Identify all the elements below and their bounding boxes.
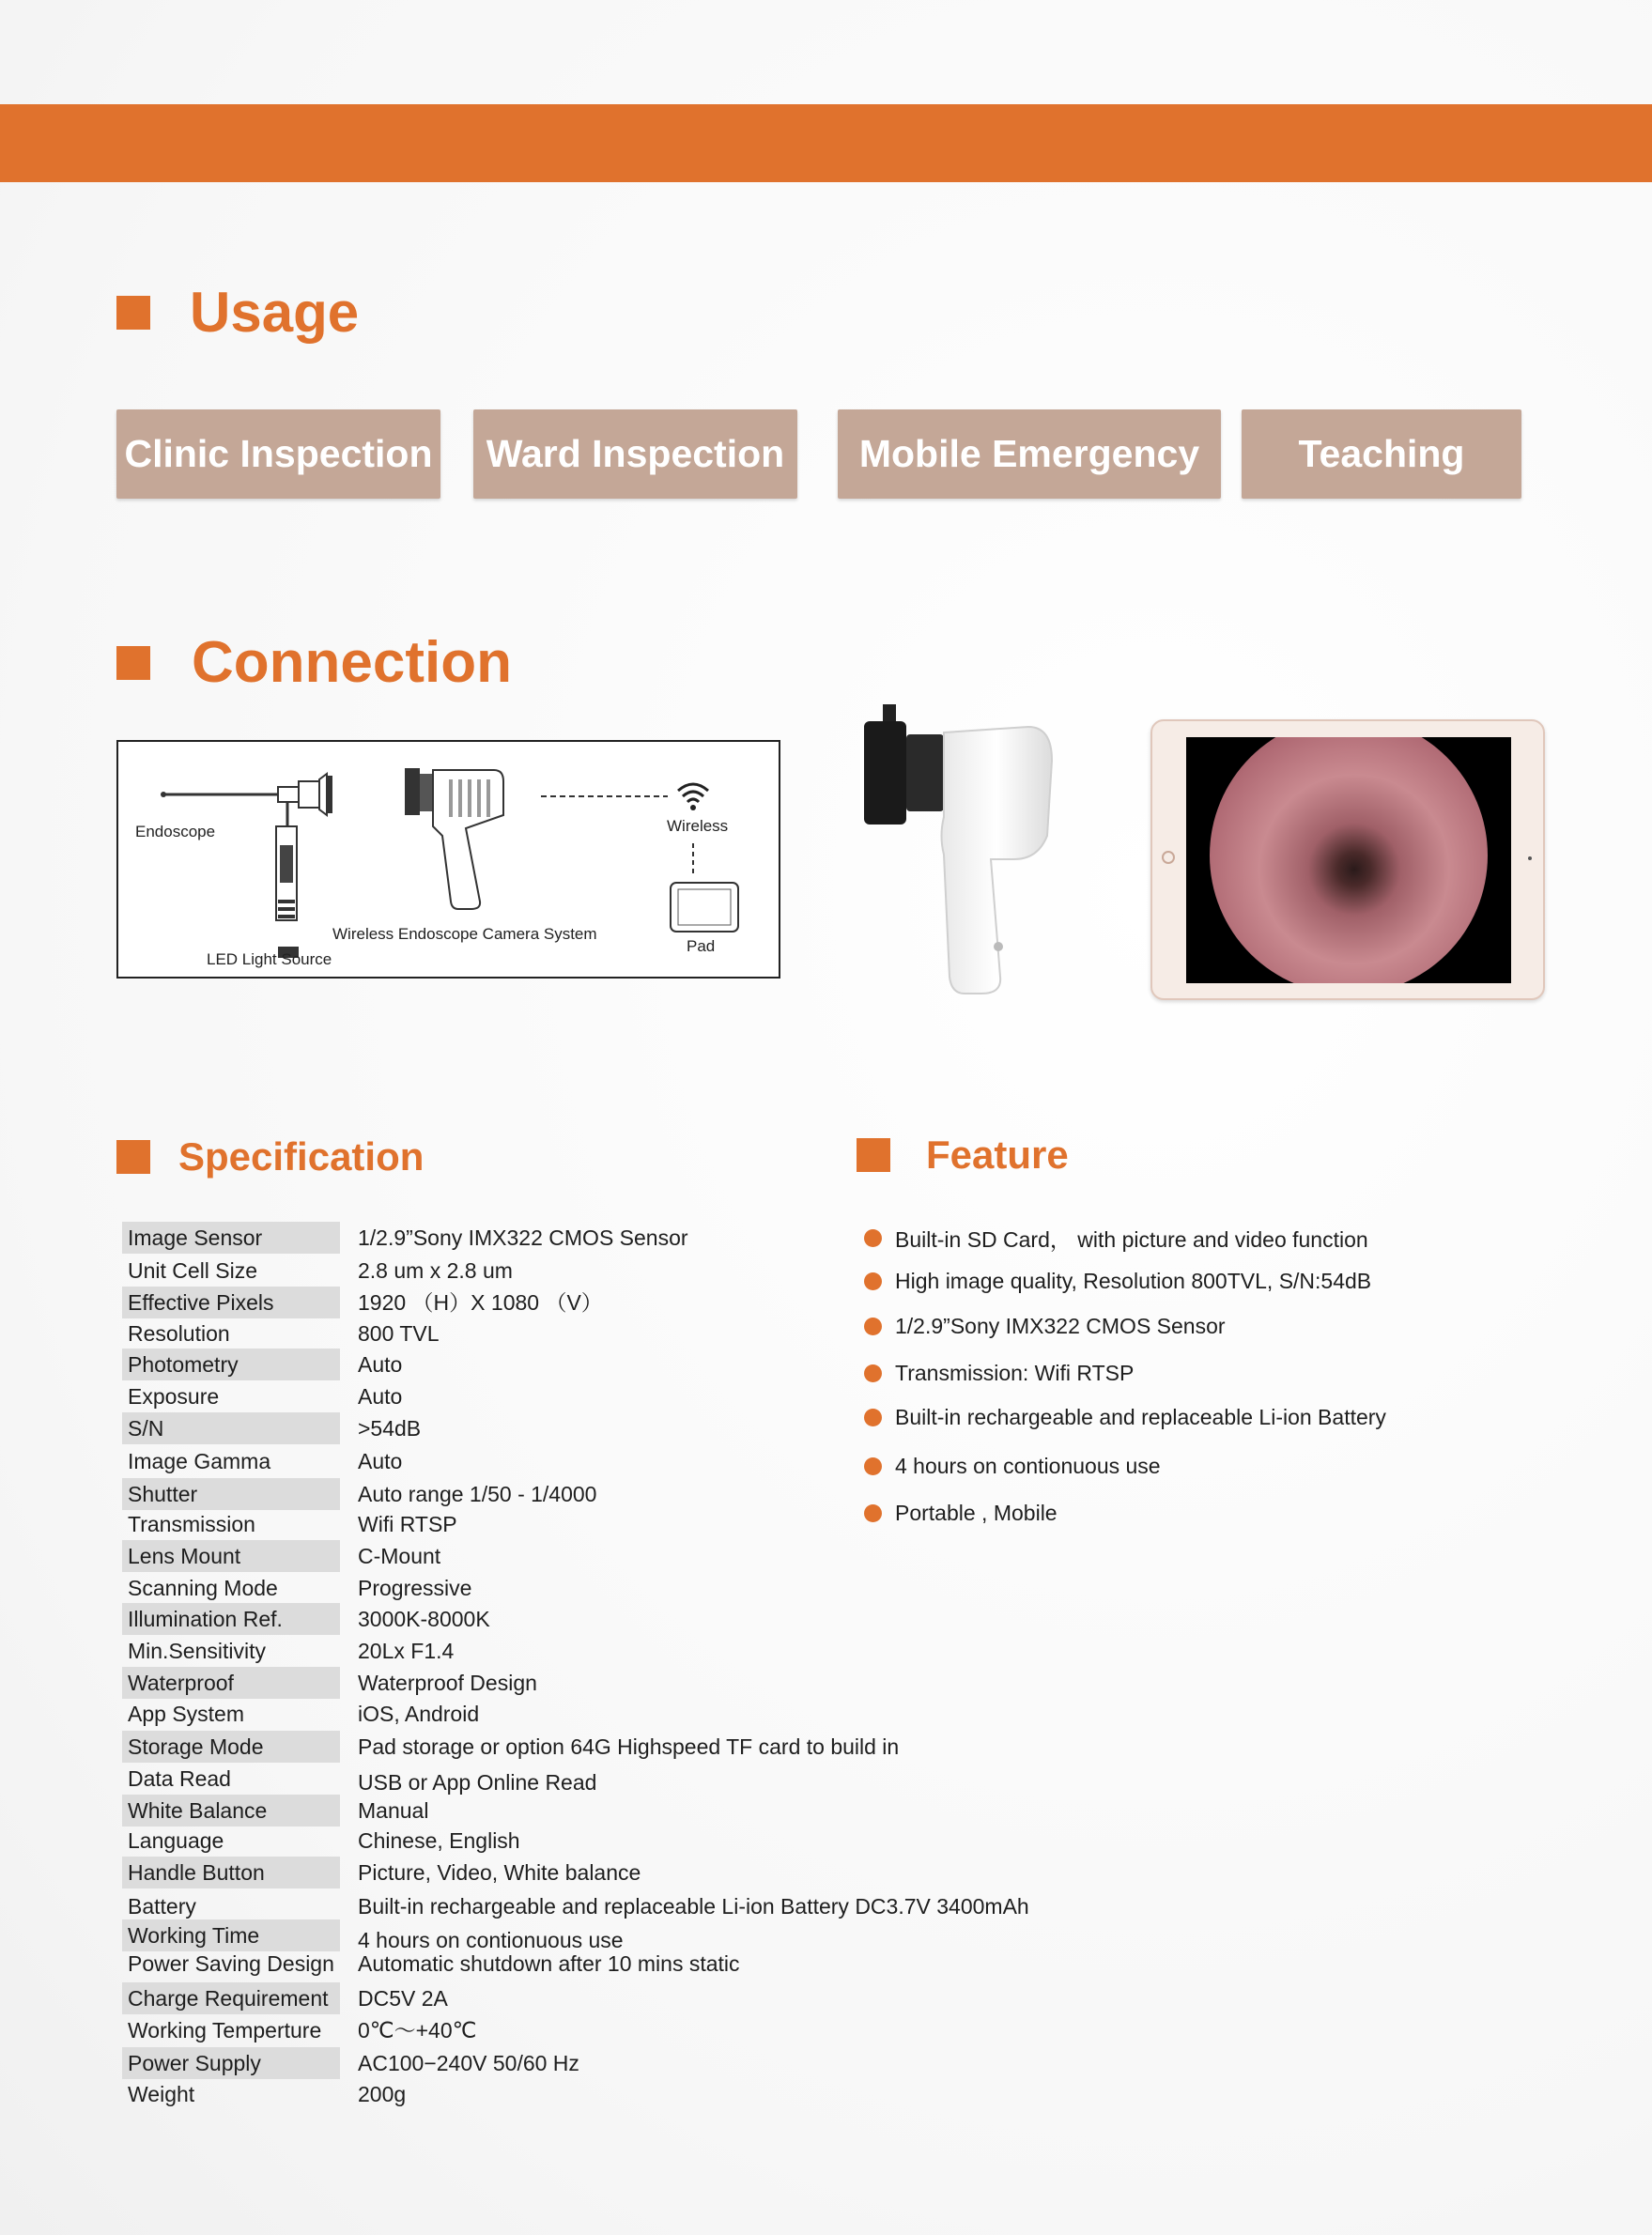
spec-value: Auto xyxy=(358,1352,403,1377)
spec-label: App System xyxy=(128,1702,244,1726)
spec-label: Min.Sensitivity xyxy=(128,1639,266,1663)
feature-item xyxy=(864,1269,1371,1294)
feature-item xyxy=(864,1361,1134,1386)
spec-value: >54dB xyxy=(358,1416,422,1441)
usage-clinic-inspection: Clinic Inspection xyxy=(116,409,440,499)
spec-value: Waterproof Design xyxy=(358,1671,537,1695)
spec-label: Transmission xyxy=(128,1512,255,1536)
spec-label: Data Read xyxy=(128,1766,231,1791)
section-square-icon xyxy=(857,1138,890,1172)
spec-value: 1/2.9”Sony IMX322 CMOS Sensor xyxy=(358,1225,688,1250)
spec-value: Chinese, English xyxy=(358,1828,520,1853)
spec-value: iOS, Android xyxy=(358,1702,480,1726)
specification-section-header xyxy=(116,1134,424,1179)
usage-ward-inspection: Ward Inspection xyxy=(473,409,797,499)
bullet-dot-icon xyxy=(864,1504,882,1522)
spec-value: DC5V 2A xyxy=(358,1986,448,2011)
spec-value: 200g xyxy=(358,2082,407,2106)
spec-label: Language xyxy=(128,1828,224,1853)
feature-item xyxy=(864,1314,1226,1339)
tablet-product-image xyxy=(1150,719,1545,1000)
spec-label: Illumination Ref. xyxy=(122,1603,340,1635)
bullet-dot-icon xyxy=(864,1364,882,1382)
bullet-dot-icon xyxy=(864,1318,882,1335)
diagram-label-wireless: Wireless xyxy=(667,817,729,835)
usage-section-header xyxy=(116,280,359,345)
spec-label: White Balance xyxy=(122,1795,340,1827)
spec-label: Handle Button xyxy=(122,1857,340,1888)
spec-label: Image Sensor xyxy=(122,1222,340,1254)
spec-value: Picture, Video, White balance xyxy=(358,1860,641,1885)
feature-text: 4 hours on contionuous use xyxy=(895,1454,1161,1478)
spec-value: 4 hours on contionuous use xyxy=(358,1928,624,1952)
diagram-label-pad: Pad xyxy=(687,937,716,955)
tablet-screen xyxy=(1186,737,1511,983)
tablet-home-button xyxy=(1162,851,1175,864)
connection-diagram xyxy=(116,740,780,979)
spec-value: 1920 （H）X 1080 （V） xyxy=(358,1290,603,1315)
spec-value: C-Mount xyxy=(358,1544,441,1568)
diagram-label-camera-system: Wireless Endoscope Camera System xyxy=(332,925,597,943)
spec-label: Battery xyxy=(128,1894,196,1919)
spec-value: Built-in rechargeable and replaceable Li-ion Battery DC3.7V 3400mAh xyxy=(358,1894,1029,1919)
spec-label: Image Gamma xyxy=(128,1449,271,1473)
spec-label: Lens Mount xyxy=(122,1540,340,1572)
bullet-dot-icon xyxy=(864,1272,882,1290)
spec-value: Pad storage or option 64G Highspeed TF card to build in xyxy=(358,1734,900,1759)
spec-value: Progressive xyxy=(358,1576,472,1600)
spec-value: 20Lx F1.4 xyxy=(358,1639,455,1663)
feature-text: Built-in SD Card， with picture and video function xyxy=(895,1227,1368,1252)
spec-value: Automatic shutdown after 10 mins static xyxy=(358,1951,740,1976)
usage-mobile-emergency: Mobile Emergency xyxy=(838,409,1221,499)
spec-value: 2.8 um x 2.8 um xyxy=(358,1258,513,1283)
feature-text: Portable , Mobile xyxy=(895,1501,1058,1525)
spec-label: Working Time xyxy=(122,1919,340,1951)
endoscope-view xyxy=(1210,737,1488,983)
spec-label: Working Temperture xyxy=(128,2018,322,2042)
feature-item xyxy=(864,1405,1386,1430)
spec-label: Photometry xyxy=(122,1349,340,1380)
usage-teaching: Teaching xyxy=(1242,409,1521,499)
spec-label: Effective Pixels xyxy=(122,1287,340,1318)
feature-text: High image quality, Resolution 800TVL, S/N:54dB xyxy=(895,1269,1372,1293)
spec-value: Wifi RTSP xyxy=(358,1512,457,1536)
spec-value: Auto xyxy=(358,1384,403,1409)
spec-value: AC100−240V 50/60 Hz xyxy=(358,2051,579,2075)
feature-item xyxy=(864,1501,1058,1526)
feature-item xyxy=(864,1223,1368,1254)
specification-title: Specification xyxy=(178,1134,425,1179)
spec-value: 3000K-8000K xyxy=(358,1607,490,1631)
spec-label: Waterproof xyxy=(122,1667,340,1699)
spec-value: USB or App Online Read xyxy=(358,1770,597,1795)
spec-label: Resolution xyxy=(128,1321,230,1346)
usage-title: Usage xyxy=(190,281,360,344)
diagram-label-endoscope: Endoscope xyxy=(135,823,216,840)
spec-label: Scanning Mode xyxy=(128,1576,278,1600)
spec-value: Manual xyxy=(358,1798,429,1823)
bullet-dot-icon xyxy=(864,1409,882,1426)
section-square-icon xyxy=(116,296,150,330)
spec-label: Weight xyxy=(128,2082,195,2106)
feature-text: Transmission: Wifi RTSP xyxy=(895,1361,1135,1385)
feature-text: Built-in rechargeable and replaceable Li-ion Battery xyxy=(895,1405,1386,1429)
spec-value: 800 TVL xyxy=(358,1321,440,1346)
spec-label: Exposure xyxy=(128,1384,220,1409)
connection-section-header xyxy=(116,629,512,696)
diagram-label-led-light-source: LED Light Source xyxy=(207,950,332,968)
spec-label: Power Saving Design xyxy=(128,1951,334,1976)
tablet-camera-dot xyxy=(1528,856,1532,860)
spec-label: Power Supply xyxy=(122,2047,340,2079)
spec-label: S/N xyxy=(122,1412,340,1444)
spec-value: Auto range 1/50 - 1/4000 xyxy=(358,1482,597,1506)
spec-value: Auto xyxy=(358,1449,403,1473)
section-square-icon xyxy=(116,1140,150,1174)
feature-title: Feature xyxy=(926,1133,1069,1177)
feature-text: 1/2.9”Sony IMX322 CMOS Sensor xyxy=(895,1314,1226,1338)
connection-title: Connection xyxy=(192,630,512,695)
spec-label: Unit Cell Size xyxy=(128,1258,258,1283)
top-orange-band xyxy=(0,104,1652,182)
spec-label: Shutter xyxy=(122,1478,340,1510)
spec-label: Charge Requirement xyxy=(122,1982,340,2014)
spec-label: Storage Mode xyxy=(122,1731,340,1763)
feature-section-header xyxy=(857,1133,1069,1178)
feature-item xyxy=(864,1454,1161,1479)
camera-product-image xyxy=(850,695,1066,1005)
section-square-icon xyxy=(116,646,150,680)
bullet-dot-icon xyxy=(864,1457,882,1475)
spec-value: 0℃～+40℃ xyxy=(358,2018,477,2042)
bullet-dot-icon xyxy=(864,1229,882,1247)
